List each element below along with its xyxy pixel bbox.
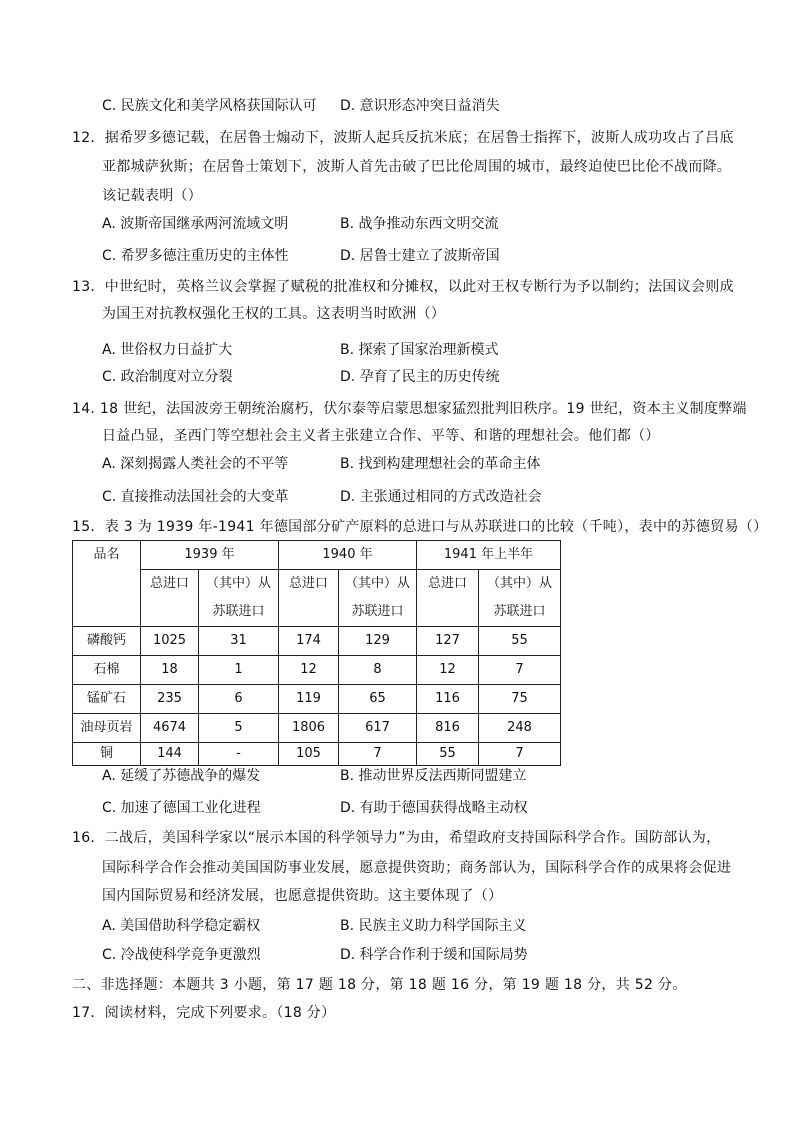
header-name: 品名 xyxy=(73,541,141,627)
table-cell: 75 xyxy=(479,685,561,714)
table-cell: 1806 xyxy=(279,714,339,743)
q15-option-a: A. 延缓了苏德战争的爆发 xyxy=(102,768,261,784)
q13-option-b: B. 探索了国家治理新模式 xyxy=(340,342,499,358)
header-from-ussr xyxy=(479,570,561,627)
q12-line: 亚都城萨狄斯；在居鲁士策划下，波斯人首先击破了巴比伦周围的城市，最终迫使巴比伦不战而降。 xyxy=(102,159,732,175)
table-cell: 4674 xyxy=(141,714,199,743)
q16-option-d: D. 科学合作利于缓和国际局势 xyxy=(340,947,528,963)
table-cell: 127 xyxy=(417,627,479,656)
q15-option-b: B. 推动世界反法西斯同盟建立 xyxy=(340,768,527,784)
table-row xyxy=(73,714,561,743)
q12-option-d: D. 居鲁士建立了波斯帝国 xyxy=(340,248,500,264)
q15-option-d: D. 有助于德国获得战略主动权 xyxy=(340,800,528,816)
mineral-import-table xyxy=(72,540,561,766)
table-cell: - xyxy=(199,743,279,766)
row-name: 石棉 xyxy=(73,656,141,685)
header-year: 1940 年 xyxy=(279,541,417,570)
q11-option-c: C. 民族文化和美学风格获国际认可 xyxy=(102,98,317,114)
row-name: 锰矿石 xyxy=(73,685,141,714)
q14-option-d: D. 主张通过相同的方式改造社会 xyxy=(340,489,542,505)
q13-option-c: C. 政治制度对立分裂 xyxy=(102,369,233,385)
header-text: 苏联进口 xyxy=(351,604,404,619)
header-text: （其中）从 xyxy=(486,576,552,591)
table-cell: 12 xyxy=(417,656,479,685)
table-cell: 129 xyxy=(339,627,417,656)
row-name: 铜 xyxy=(73,743,141,766)
q16-line: 16．二战后，美国科学家以“展示本国的科学领导力”为由，希望政府支持国际科学合作。国防部认为， xyxy=(72,830,721,846)
table-cell: 1025 xyxy=(141,627,199,656)
header-from-ussr xyxy=(339,570,417,627)
table-row xyxy=(73,656,561,685)
q16-line: 国际科学合作会推动美国国防事业发展，愿意提供资助；商务部认为，国际科学合作的成果将会促进 xyxy=(102,860,732,876)
header-text: 苏联进口 xyxy=(212,604,265,619)
table-cell: 7 xyxy=(339,743,417,766)
table-cell: 6 xyxy=(199,685,279,714)
section-2-heading: 二、非选择题：本题共 3 小题，第 17 题 18 分，第 18 题 16 分，第 19 题 18 分，共 52 分。 xyxy=(72,977,687,993)
q12-option-b: B. 战争推动东西文明交流 xyxy=(340,216,499,232)
q13-line: 13．中世纪时，英格兰议会掌握了赋税的批准权和分摊权，以此对王权专断行为予以制约；法国议会则成 xyxy=(72,279,734,295)
table-cell: 7 xyxy=(479,743,561,766)
q12-option-a: A. 波斯帝国继承两河流域文明 xyxy=(102,216,289,232)
table-cell: 816 xyxy=(417,714,479,743)
table-cell: 144 xyxy=(141,743,199,766)
table-row xyxy=(73,627,561,656)
q15-option-c: C. 加速了德国工业化进程 xyxy=(102,800,261,816)
q14-option-c: C. 直接推动法国社会的大变革 xyxy=(102,489,289,505)
q14-option-b: B. 找到构建理想社会的革命主体 xyxy=(340,456,541,472)
q16-line: 国内国际贸易和经济发展，也愿意提供资助。这主要体现了（） xyxy=(102,888,503,904)
row-name: 油母页岩 xyxy=(73,714,141,743)
header-total-import: 总进口 xyxy=(279,570,339,627)
table-cell: 12 xyxy=(279,656,339,685)
table-cell: 116 xyxy=(417,685,479,714)
header-text: （其中）从 xyxy=(205,576,271,591)
row-name: 磷酸钙 xyxy=(73,627,141,656)
header-year: 1941 年上半年 xyxy=(417,541,561,570)
q13-line: 为国王对抗教权强化王权的工具。这表明当时欧洲（） xyxy=(102,306,446,322)
table-cell: 617 xyxy=(339,714,417,743)
header-text: 苏联进口 xyxy=(493,604,546,619)
table-cell: 31 xyxy=(199,627,279,656)
table-cell: 7 xyxy=(479,656,561,685)
table-cell: 55 xyxy=(417,743,479,766)
table-row xyxy=(73,685,561,714)
header-text: （其中）从 xyxy=(344,576,410,591)
table-cell: 248 xyxy=(479,714,561,743)
header-total-import: 总进口 xyxy=(141,570,199,627)
q14-line: 日益凸显，圣西门等空想社会主义者主张建立合作、平等、和谐的理想社会。他们都（） xyxy=(102,428,660,444)
table-cell: 55 xyxy=(479,627,561,656)
table-row xyxy=(73,743,561,766)
header-year: 1939 年 xyxy=(141,541,279,570)
table-cell: 8 xyxy=(339,656,417,685)
q14-line: 14. 18 世纪，法国波旁王朝统治腐朽，伏尔泰等启蒙思想家猛烈批判旧秩序。19 世纪，资本主义制度弊端 xyxy=(72,401,747,417)
q14-option-a: A. 深刻揭露人类社会的不平等 xyxy=(102,456,289,472)
q16-option-a: A. 美国借助科学稳定霸权 xyxy=(102,918,261,934)
q13-option-d: D. 孕育了民主的历史传统 xyxy=(340,369,500,385)
table-cell: 105 xyxy=(279,743,339,766)
table-cell: 119 xyxy=(279,685,339,714)
table-cell: 18 xyxy=(141,656,199,685)
q12-line: 该记载表明（） xyxy=(102,188,203,204)
q11-option-d: D. 意识形态冲突日益消失 xyxy=(340,98,500,114)
header-total-import: 总进口 xyxy=(417,570,479,627)
q17-line: 17．阅读材料，完成下列要求。（18 分） xyxy=(72,1005,336,1021)
q16-option-b: B. 民族主义助力科学国际主义 xyxy=(340,918,527,934)
q13-option-a: A. 世俗权力日益扩大 xyxy=(102,342,233,358)
q15-line: 15．表 3 为 1939 年-1941 年德国部分矿产原料的总进口与从苏联进口的比较（千吨），表中的苏德贸易（） xyxy=(72,519,768,535)
table-cell: 5 xyxy=(199,714,279,743)
q16-option-c: C. 冷战使科学竞争更激烈 xyxy=(102,947,261,963)
table-cell: 65 xyxy=(339,685,417,714)
q12-option-c: C. 希罗多德注重历史的主体性 xyxy=(102,248,289,264)
table-cell: 1 xyxy=(199,656,279,685)
table-cell: 235 xyxy=(141,685,199,714)
table-cell: 174 xyxy=(279,627,339,656)
q12-line: 12．据希罗多德记载，在居鲁士煽动下，波斯人起兵反抗米底；在居鲁士指挥下，波斯人成功攻占了吕底 xyxy=(72,130,734,146)
header-from-ussr xyxy=(199,570,279,627)
